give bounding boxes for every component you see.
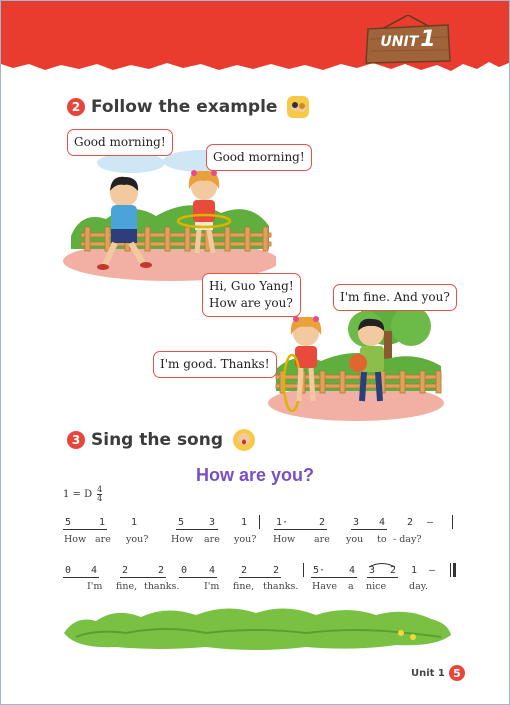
key-label: 1 = D (63, 489, 93, 500)
beam-underline (176, 529, 218, 530)
song-title: How are you? (195, 465, 315, 485)
unit-number: 1 (420, 27, 436, 52)
note: 5 (65, 517, 72, 528)
note: 4 (379, 517, 386, 528)
footer-unit-label: Unit 1 (411, 667, 445, 679)
speech-bubble-girl-good-morning: Good morning! (206, 144, 312, 171)
note: 3 (209, 517, 216, 528)
beam-underline (179, 577, 217, 578)
beam-underline (239, 577, 281, 578)
note: 1· (276, 517, 289, 528)
speech-bubble-boy-good-morning: Good morning! (67, 129, 173, 156)
note: 2 (319, 517, 326, 528)
beam-underline (63, 577, 99, 578)
note: 2 (241, 565, 248, 576)
beam-underline (367, 577, 398, 578)
note: – (429, 565, 436, 576)
lyric-word: you (346, 534, 364, 545)
beam-underline (63, 529, 107, 530)
time-signature-top: 4 (97, 485, 103, 494)
note: 1 (241, 517, 248, 528)
page-number: 5 (449, 665, 465, 681)
lyric-word: are (95, 534, 111, 545)
unit-sign (362, 15, 454, 65)
note: 2 (407, 517, 414, 528)
note: – (427, 517, 434, 528)
beam-underline (351, 529, 387, 530)
talking-kids-icon (287, 96, 309, 118)
section-3-heading (67, 429, 255, 451)
lyric-word: fine, (233, 581, 255, 592)
lyric-word: you? (234, 534, 257, 545)
lyric-word: a (348, 581, 354, 592)
speech-bubble-boy-im-fine: I'm fine. And you? (333, 284, 457, 311)
note: 2 (158, 565, 165, 576)
note: 2 (122, 565, 129, 576)
bubble-line: Hi, Guo Yang! (209, 279, 294, 293)
note: 1 (411, 565, 418, 576)
beam-underline (120, 577, 166, 578)
note: 4 (349, 565, 356, 576)
beam-underline (274, 529, 327, 530)
unit-word: UNIT (380, 34, 419, 50)
lyric-word: I'm (204, 581, 220, 592)
song-key-signature (63, 486, 102, 503)
slur-mark (367, 560, 397, 568)
beam-underline (311, 577, 357, 578)
lyric-word: How (64, 534, 87, 545)
bar-line (303, 563, 304, 577)
note: 2 (390, 565, 397, 576)
section-number-badge: 2 (67, 98, 85, 116)
note: 5· (313, 565, 326, 576)
lyric-word: thanks. (263, 581, 299, 592)
lyric-word: How (171, 534, 194, 545)
lyric-word: How (273, 534, 296, 545)
note: 1 (131, 517, 138, 528)
note: 3 (369, 565, 376, 576)
section-2-heading (67, 96, 309, 118)
section-title: Sing the song (91, 430, 224, 450)
bar-line (259, 515, 260, 529)
note: 4 (91, 565, 98, 576)
speech-bubble-girl-hi-guo-yang (202, 273, 301, 317)
singing-icon (233, 429, 255, 451)
bar-line (452, 515, 453, 529)
lyric-word: fine, (116, 581, 138, 592)
bubble-line: How are you? (209, 296, 293, 310)
note: 0 (65, 565, 72, 576)
bar-line (450, 563, 451, 577)
lyric-word: day. (409, 581, 428, 592)
lyric-word: to (377, 534, 387, 545)
page-footer (411, 665, 465, 681)
lyric-word: are (314, 534, 330, 545)
lyric-word: nice (366, 581, 387, 592)
lyrics-row-1 (1, 534, 509, 546)
lyrics-row-2 (1, 581, 509, 593)
note: 3 (353, 517, 360, 528)
note: 2 (273, 565, 280, 576)
grass-strip (56, 603, 456, 653)
note: 0 (181, 565, 188, 576)
note: 1 (99, 517, 106, 528)
speech-bubble-girl-im-good: I'm good. Thanks! (153, 351, 277, 378)
lyric-word: you? (126, 534, 149, 545)
section-title: Follow the example (91, 97, 278, 117)
section-number-badge: 3 (67, 431, 85, 449)
lyric-word: are (204, 534, 220, 545)
end-bar-line (453, 563, 456, 577)
lyric-word: Have (312, 581, 337, 592)
lyric-word: thanks. (144, 581, 180, 592)
note: 4 (209, 565, 216, 576)
lyric-word: - day? (393, 534, 422, 545)
time-signature-bottom: 4 (97, 494, 103, 503)
lyric-word: I'm (87, 581, 103, 592)
note: 5 (178, 517, 185, 528)
